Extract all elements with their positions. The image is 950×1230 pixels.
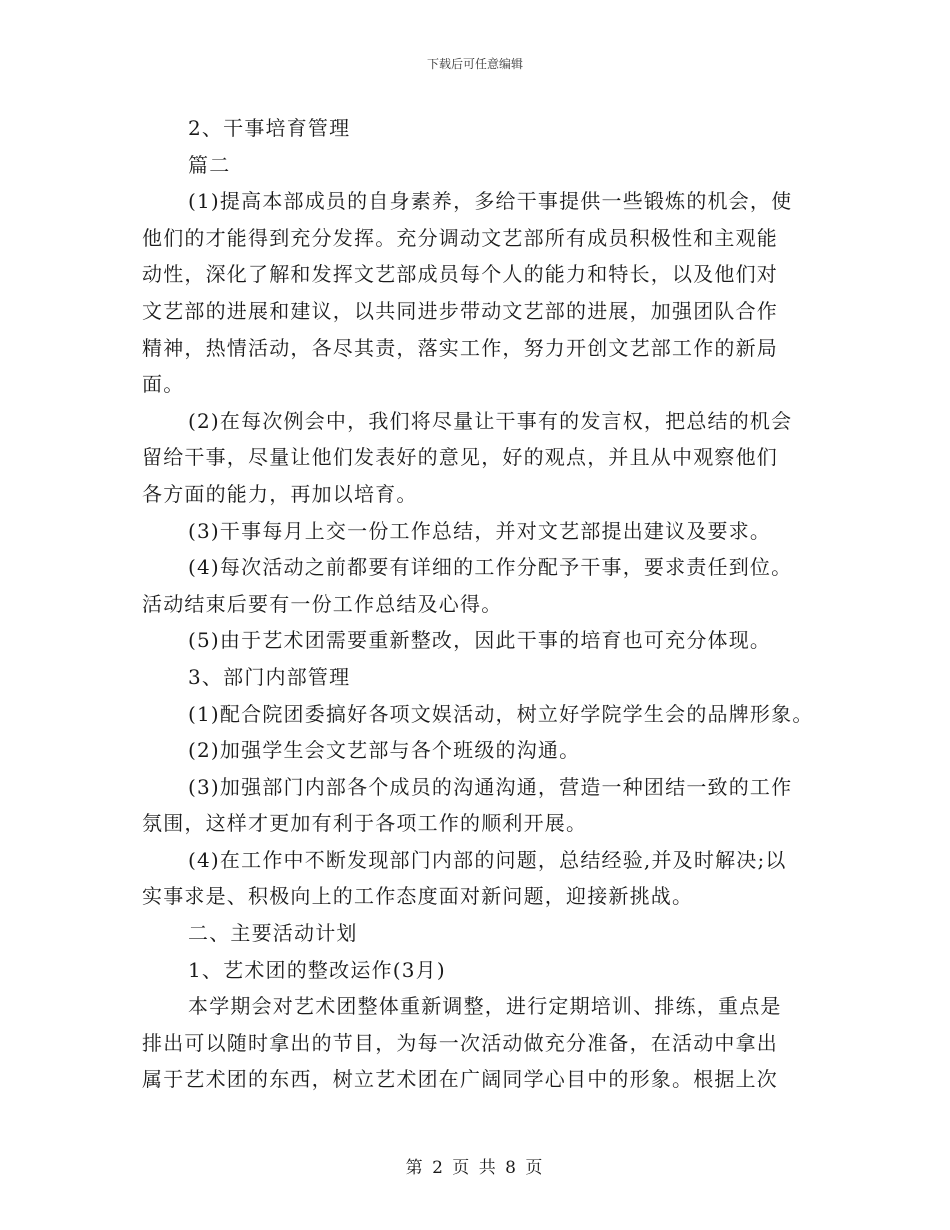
paragraph-line: 属于艺术团的东西，树立艺术团在广阔同学心目中的形象。根据上次 (142, 1067, 778, 1092)
paragraph-line: (5)由于艺术团需要重新整改，因此干事的培育也可充分体现。 (188, 628, 772, 653)
section-heading: 二、主要活动计划 (188, 921, 358, 946)
paragraph-line: 文艺部的进展和建议，以共同进步带动文艺部的进展，加强团队合作 (142, 298, 778, 323)
paragraph-line: 活动结束后要有一份工作总结及心得。 (142, 591, 503, 616)
page-number-footer: 第 2 页 共 8 页 (405, 1158, 545, 1178)
section-heading: 1、艺术团的整改运作(3月) (188, 957, 446, 982)
paragraph-line: 排出可以随时拿出的节目，为每一次活动做充分准备，在活动中拿出 (142, 1030, 778, 1055)
paragraph-line: 面。 (142, 372, 185, 397)
section-heading: 2、干事培育管理 (188, 116, 351, 140)
paragraph-line: 实事求是、积极向上的工作态度面对新问题，迎接新挑战。 (142, 884, 694, 909)
paragraph-line: (4)在工作中不断发现部门内部的问题，总结经验,并及时解决;以 (188, 847, 787, 872)
paragraph-line: 精神，热情活动，各尽其责，落实工作，努力开创文艺部工作的新局 (142, 335, 778, 360)
paragraph-line: 各方面的能力，再加以培育。 (142, 481, 418, 506)
part-heading: 篇二 (188, 152, 231, 177)
paragraph-line: (4)每次活动之前都要有详细的工作分配予干事，要求责任到位。 (188, 555, 793, 580)
paragraph-line: (1)提高本部成员的自身素养，多给干事提供一些锻炼的机会，使 (188, 189, 793, 214)
paragraph-line: (1)配合院团委搞好各项文娱活动，树立好学院学生会的品牌形象。 (188, 701, 814, 726)
paragraph-line: 本学期会对艺术团整体重新调整，进行定期培训、排练，重点是 (188, 994, 782, 1019)
paragraph-line: (3)加强部门内部各个成员的沟通沟通，营造一种团结一致的工作 (188, 774, 793, 799)
paragraph-line: 他们的才能得到充分发挥。充分调动文艺部所有成员积极性和主观能 (142, 225, 778, 250)
paragraph-line: 留给干事，尽量让他们发表好的意见，好的观点，并且从中观察他们 (142, 445, 778, 470)
paragraph-line: 氛围，这样才更加有利于各项工作的顺利开展。 (142, 811, 588, 836)
page-header-note: 下载后可任意编辑 (426, 57, 523, 71)
paragraph-line: 动性，深化了解和发挥文艺部成员每个人的能力和特长，以及他们对 (142, 262, 778, 287)
section-heading: 3、部门内部管理 (188, 664, 351, 689)
paragraph-line: (2)在每次例会中，我们将尽量让干事有的发言权，把总结的机会 (188, 408, 793, 433)
paragraph-line: (3)干事每月上交一份工作总结，并对文艺部提出建议及要求。 (188, 518, 772, 543)
paragraph-line: (2)加强学生会文艺部与各个班级的沟通。 (188, 738, 581, 763)
document-body (142, 110, 812, 1098)
